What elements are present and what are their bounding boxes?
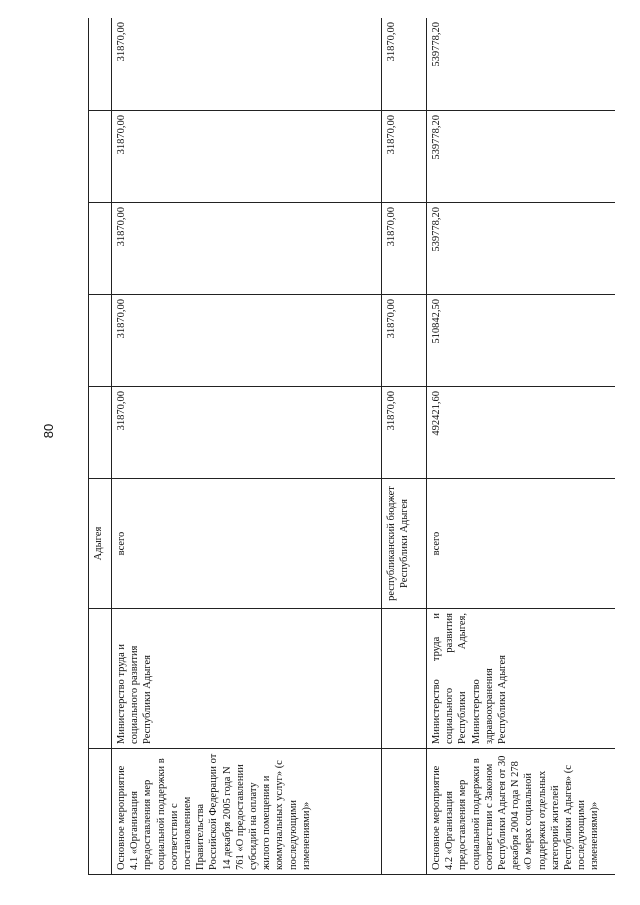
value-cell: 539778,20 xyxy=(427,203,616,295)
value-cell: 31870,00 xyxy=(112,203,382,295)
value-cell: 31870,00 xyxy=(382,111,427,203)
value-cell: 31870,00 xyxy=(382,295,427,387)
header-region-cell: Адыгея xyxy=(89,479,112,609)
header-empty-cell xyxy=(89,749,112,875)
table-row xyxy=(382,18,427,875)
value-cell: 31870,00 xyxy=(112,111,382,203)
measure-cell: Основное мероприятие 4.2 «Организация предоставления мер социальной поддержки в соответствии с Законом Республики Адыгея от 30 декабря 2004 года N 278 «О мерах социальной поддержки отдельных категорий жителей Республики Адыгея» (с последующими изменениями)» xyxy=(427,749,616,875)
executor-cell: Министерство труда и социального развития Республики Адыгея xyxy=(112,609,382,749)
value-cell: 31870,00 xyxy=(382,203,427,295)
value-cell: 492421,60 xyxy=(427,387,616,479)
budget-table-container xyxy=(88,18,615,875)
budget-table xyxy=(88,18,615,875)
value-cell: 510842,50 xyxy=(427,295,616,387)
source-cell: всего xyxy=(427,479,616,609)
header-empty-cell xyxy=(89,295,112,387)
header-empty-cell xyxy=(89,203,112,295)
table-row-header xyxy=(89,18,112,875)
table-row xyxy=(112,18,382,875)
table-row xyxy=(427,18,616,875)
header-empty-cell xyxy=(89,18,112,111)
rotated-page xyxy=(88,18,615,875)
executor-cell xyxy=(382,609,427,749)
page-number: 80 xyxy=(41,423,56,439)
source-cell: всего xyxy=(112,479,382,609)
value-cell: 31870,00 xyxy=(112,18,382,111)
header-empty-cell xyxy=(89,387,112,479)
value-cell: 31870,00 xyxy=(112,387,382,479)
value-cell: 31870,00 xyxy=(382,18,427,111)
header-empty-cell xyxy=(89,111,112,203)
measure-cell xyxy=(382,749,427,875)
measure-cell: Основное мероприятие 4.1 «Организация предоставления мер социальной поддержки в соответствии с постановлением Правительства Российской Федерации от 14 декабря 2005 года N 761 «О предоставлении субсидий на оплату жилого помещения и коммунальных услуг» (с последующими изменениями)» xyxy=(112,749,382,875)
source-cell: республиканский бюджет Республики Адыгея xyxy=(382,479,427,609)
value-cell: 31870,00 xyxy=(112,295,382,387)
value-cell: 31870,00 xyxy=(382,387,427,479)
header-empty-cell xyxy=(89,609,112,749)
value-cell: 539778,20 xyxy=(427,18,616,111)
executor-cell: Министерство труда и социального развития Республики Адыгея, Министерство здравоохранения Республики Адыгея xyxy=(427,609,616,749)
value-cell: 539778,20 xyxy=(427,111,616,203)
